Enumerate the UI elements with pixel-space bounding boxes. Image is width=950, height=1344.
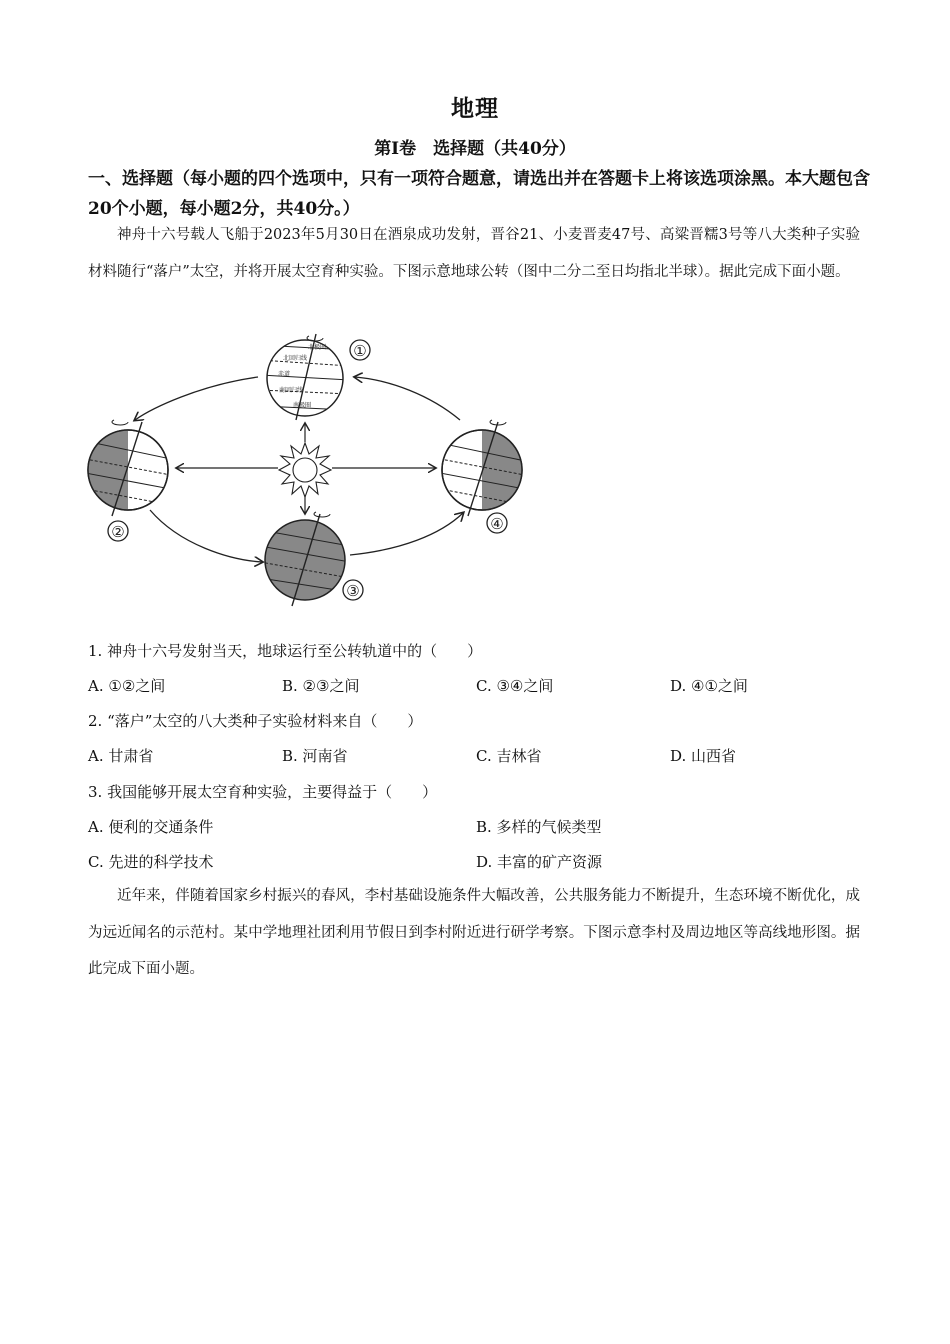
orbit-arrow [135, 377, 258, 420]
orbit-arrow [350, 513, 463, 555]
svg-text:①: ① [353, 342, 367, 360]
question-3: 3. 我国能够开展太空育种实验，主要得益于（ ） [88, 783, 438, 801]
q1-option-b[interactable]: B. ②③之间 [282, 677, 360, 695]
section-subtitle: 第Ⅰ卷 选择题（共40分） [374, 139, 576, 159]
page-title: 地理 [451, 95, 499, 122]
label-2 [108, 521, 128, 541]
svg-text:②: ② [111, 523, 125, 541]
earth-revolution-diagram [80, 330, 540, 610]
q1-option-d[interactable]: D. ④①之间 [670, 677, 748, 695]
earth-position-2 [80, 420, 176, 520]
orbit-arrow [355, 377, 460, 420]
lat-label: 南极圈 [293, 402, 312, 409]
lat-label: 南回归线 [279, 387, 304, 394]
label-3 [343, 580, 363, 600]
q2-option-a[interactable]: A. 甘肃省 [88, 747, 154, 765]
sun-icon [279, 443, 331, 497]
question-2: 2. “落户”太空的八大类种子实验材料来自（ ） [88, 712, 423, 730]
orbit-arrow [150, 510, 262, 562]
question-1: 1. 神舟十六号发射当天，地球运行至公转轨道中的（ ） [88, 642, 483, 660]
q3-option-c[interactable]: C. 先进的科学技术 [88, 853, 214, 871]
earth-position-4 [435, 420, 532, 520]
lat-label: 北极圈 [308, 344, 327, 351]
label-4 [487, 513, 507, 533]
passage-2: 近年来，伴随着国家乡村振兴的春风，李村基础设施条件大幅改善，公共服务能力不断提升，生态环境不断优化，成为远近闻名的示范村。某中学地理社团利用节假日到李村附近进行研学考察。下图示意李村及周边地区等高线地形图。据此完成下面小题。 [88, 888, 860, 977]
q2-option-b[interactable]: B. 河南省 [282, 747, 348, 765]
q1-option-c[interactable]: C. ③④之间 [476, 677, 554, 695]
svg-text:③: ③ [346, 582, 360, 600]
svg-text:④: ④ [490, 515, 504, 533]
lat-label: 北回归线 [283, 355, 308, 362]
q3-option-b[interactable]: B. 多样的气候类型 [476, 818, 602, 836]
q2-option-c[interactable]: C. 吉林省 [476, 747, 542, 765]
earth-position-1 [260, 334, 350, 420]
q1-option-a[interactable]: A. ①②之间 [88, 677, 166, 695]
q3-option-a[interactable]: A. 便利的交通条件 [88, 818, 214, 836]
lat-label: 赤道 [278, 371, 291, 378]
q2-option-d[interactable]: D. 山西省 [670, 747, 737, 765]
q3-option-d[interactable]: D. 丰富的矿产资源 [476, 853, 603, 871]
passage-1: 神舟十六号载人飞船于2023年5月30日在酒泉成功发射，晋谷21、小麦晋麦47号、高粱晋糯3号等八大类种子实验材料随行“落户”太空，并将开展太空育种实验。下图示意地球公转（图中二分二至日均指北半球）。据此完成下面小题。 [88, 227, 860, 280]
section-instructions: 一、选择题（每小题的四个选项中，只有一项符合题意，请选出并在答题卡上将该选项涂黑。本大题包含20个小题，每小题2分，共40分。） [88, 169, 870, 219]
earth-position-3 [260, 512, 350, 606]
label-1 [350, 340, 370, 360]
